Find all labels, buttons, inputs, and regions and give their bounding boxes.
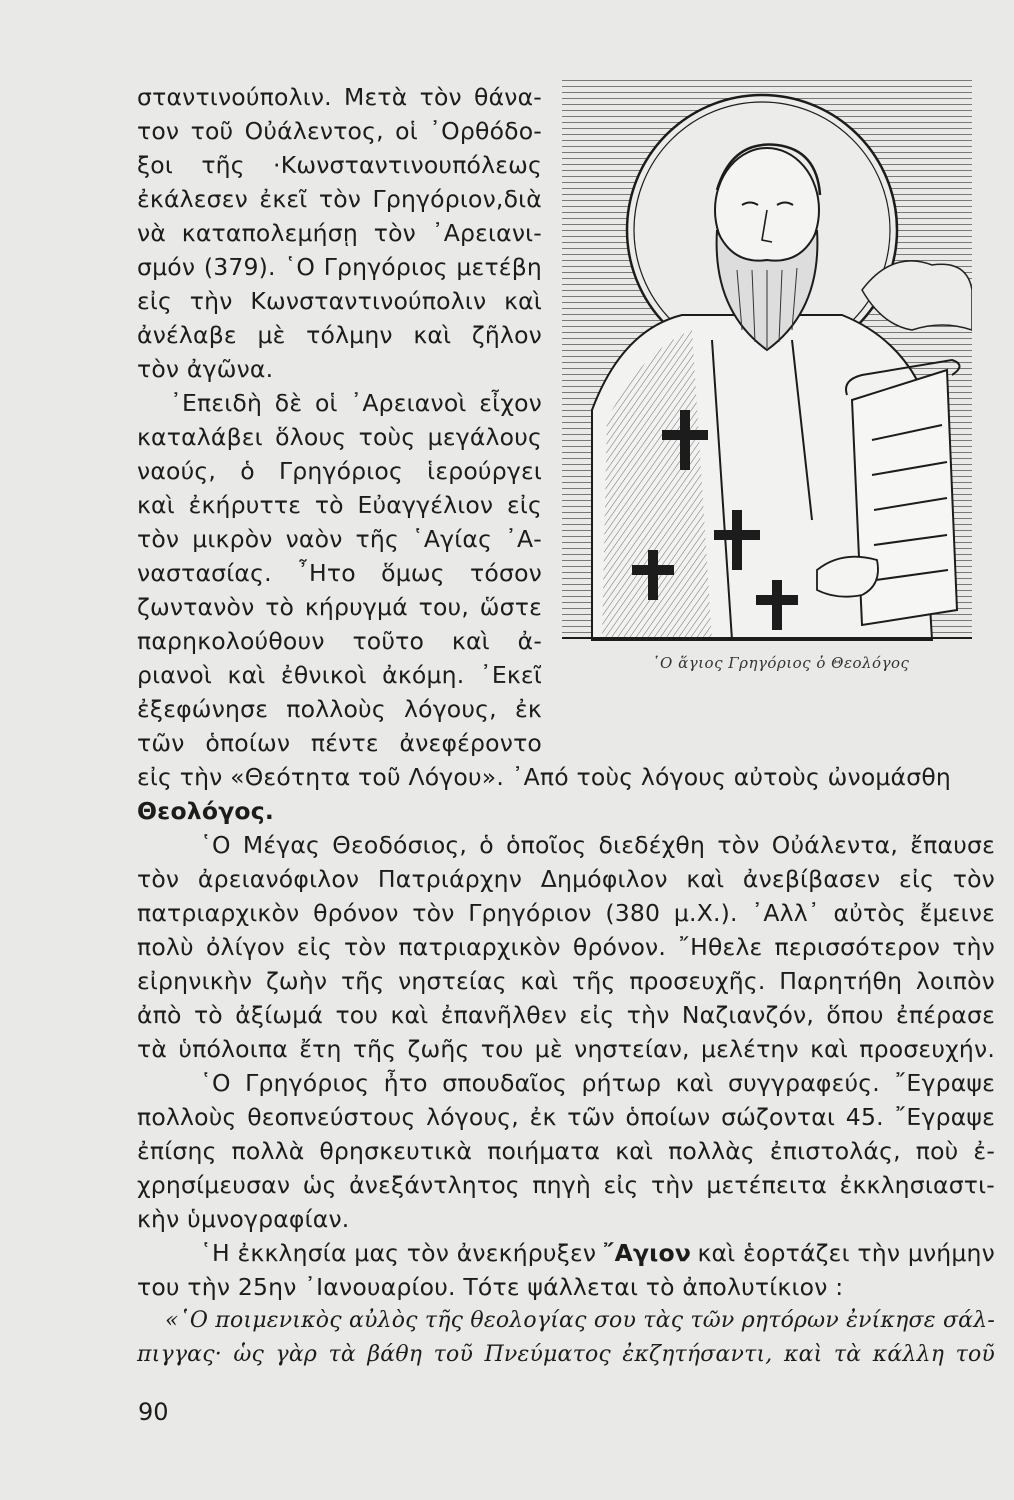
text-line: καταλάβει ὅλους τοὺς μεγάλους [137, 423, 542, 451]
text-line: τὸν ἀρειανόφιλον Πατριάρχην Δημόφιλον καὶ ἀνεβίβασεν εἰς τὸν [137, 865, 995, 893]
bold-term-theologos: Θεολόγος. [137, 797, 275, 825]
text-segment: καὶ ἑορτάζει τὴν μνήμην [697, 1239, 995, 1267]
text-line: πατριαρχικὸν θρόνον τὸν Γρηγόριον (380 μ.Χ.). ᾿Αλλ᾿ αὐτὸς ἔμεινε [137, 899, 995, 927]
text-line: ἐκάλεσεν ἐκεῖ τὸν Γρηγόριον,διὰ [137, 185, 542, 213]
page-number: 90 [138, 1398, 169, 1426]
text-line: ἀπὸ τὸ ἀξίωμά του καὶ ἐπανῆλθεν εἰς τὴν Ναζιανζόν, ὅπου ἐπέρασε [137, 1001, 995, 1029]
text-line: πολλοὺς θεοπνεύστους λόγους, ἐκ τῶν ὁποίων σώζονται 45. ῎Εγραψε [137, 1103, 995, 1131]
text-line: καὶ ἐκήρυττε τὸ Εὐαγγέλιον εἰς [137, 491, 542, 519]
text-line: ριανοὶ καὶ ἐθνικοὶ ἀκόμη. ᾿Εκεῖ [137, 661, 542, 689]
text-line: ναστασίας. ῏Ητο ὅμως τόσον [137, 559, 542, 587]
text-line: ῾Ο Γρηγόριος ἦτο σπουδαῖος ρήτωρ καὶ συγγραφεύς. ῎Εγραψε [200, 1069, 995, 1097]
text-line: σμόν (379). ῾Ο Γρηγόριος μετέβη [137, 253, 542, 281]
text-line: παρηκολούθουν τοῦτο καὶ ἀ- [137, 627, 542, 655]
text-line-with-bold [200, 1239, 995, 1267]
bold-term-agion: ῎Αγιον [602, 1239, 692, 1267]
text-line: τὰ ὑπόλοιπα ἔτη τῆς ζωῆς του μὲ νηστείαν, μελέτην καὶ προσευχήν. [137, 1035, 995, 1063]
hymn-line: «῾Ο ποιμενικὸς αὐλὸς τῆς θεολογίας σου τὰς τῶν ρητόρων ἐνίκησε σάλ- [165, 1308, 995, 1333]
text-segment: ῾Η ἐκκλησία μας τὸν ἀνεκήρυξεν [200, 1239, 597, 1267]
text-line: τον τοῦ Οὐάλεντος, οἱ ᾿Ορθόδο- [137, 117, 542, 145]
text-line: κὴν ὑμνογραφίαν. [137, 1205, 350, 1233]
saint-gregory-icon-illustration [562, 80, 972, 650]
hymn-line: πιγγας· ὡς γὰρ τὰ βάθη τοῦ Πνεύματος ἐκζητήσαντι, καὶ τὰ κάλλη τοῦ [137, 1342, 995, 1367]
text-line: τῶν ὁποίων πέντε ἀνεφέροντο [137, 729, 542, 757]
text-line: ξοι τῆς ·Κωνσταντινουπόλεως [137, 151, 542, 179]
text-line: εἰς τὴν Κωνσταντινούπολιν καὶ [137, 287, 542, 315]
text-line: νὰ καταπολεμήσῃ τὸν ᾿Αρειανι- [137, 219, 542, 247]
text-line: τὸν μικρὸν ναὸν τῆς ῾Αγίας ᾿Α- [137, 525, 542, 553]
figure-caption: ῾Ο ἅγιος Γρηγόριος ὁ Θεολόγος [652, 654, 910, 672]
text-line: του τὴν 25ην ᾿Ιανουαρίου. Τότε ψάλλεται τὸ ἀπολυτίκιον : [137, 1273, 844, 1301]
text-line: ἐξεφώνησε πολλοὺς λόγους, ἐκ [137, 695, 542, 723]
text-line: τὸν ἀγῶνα. [137, 355, 274, 383]
text-line: εἰρηνικὴν ζωὴν τῆς νηστείας καὶ τῆς προσευχῆς. Παρητήθη λοιπὸν [137, 967, 995, 995]
text-line: ἐπίσης πολλὰ θρησκευτικὰ ποιήματα καὶ πολλὰς ἐπιστολάς, ποὺ ἐ- [137, 1137, 995, 1165]
text-line: ζωντανὸν τὸ κήρυγμά του, ὥστε [137, 593, 542, 621]
text-line: σταντινούπολιν. Μετὰ τὸν θάνα- [137, 83, 542, 111]
text-line: ῾Ο Μέγας Θεοδόσιος, ὁ ὁποῖος διεδέχθη τὸν Οὐάλεντα, ἔπαυσε [200, 831, 995, 859]
text-line: εἰς τὴν «Θεότητα τοῦ Λόγου». ᾿Από τοὺς λόγους αὐτοὺς ὠνομάσθη [137, 763, 952, 791]
text-line: χρησίμευσαν ὡς ἀνεξάντλητος πηγὴ εἰς τὴν μετέπειτα ἐκκλησιαστι- [137, 1171, 995, 1199]
text-line: ᾿Επειδὴ δὲ οἱ ᾿Αρειανοὶ εἶχον [170, 389, 542, 417]
text-line: ναούς, ὁ Γρηγόριος ἱερούργει [137, 457, 542, 485]
text-line: ἀνέλαβε μὲ τόλμην καὶ ζῆλον [137, 321, 542, 349]
text-line: πολὺ ὀλίγον εἰς τὸν πατριαρχικὸν θρόνον. ῎Ηθελε περισσότερον τὴν [137, 933, 995, 961]
